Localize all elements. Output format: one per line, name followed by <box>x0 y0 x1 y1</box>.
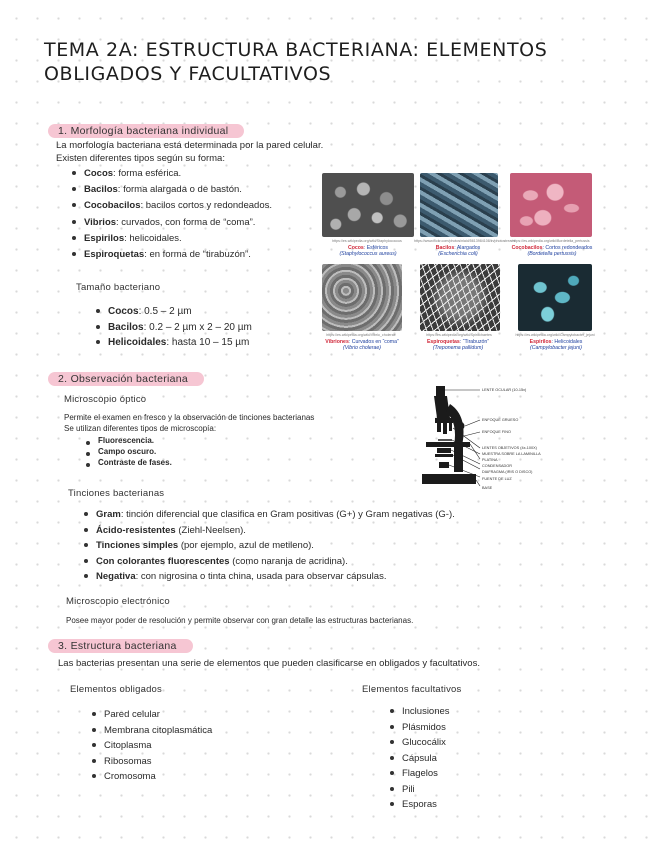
optical-line-2: Se utilizan diferentes tipos de microscopía: <box>64 423 217 433</box>
microscope-label: CONDENSADOR <box>482 464 512 468</box>
espirilos-micrograph <box>518 264 592 331</box>
microscopy-item: Campo oscuro. <box>98 447 298 458</box>
optional-item: Esporas <box>402 797 602 813</box>
stain-item: Con colorantes fluorescentes (como naranja de acridina). <box>96 554 576 570</box>
stain-item: Negativa: con nigrosina o tinta china, usada para observar cápsulas. <box>96 569 576 585</box>
optional-heading: Elementos facultativos <box>362 684 462 695</box>
obligatory-item: Membrana citoplasmática <box>104 723 304 739</box>
image-url: https://es.wikipedia.org/wiki/Campylobacter_jejuni <box>515 333 595 337</box>
page-title: TEMA 2A: ESTRUCTURA BACTERIANA: ELEMENTOS OBLIGADOS Y FACULTATIVOS <box>44 39 548 85</box>
optional-item: Pili <box>402 782 602 798</box>
obligatory-item: Cromosoma <box>104 769 304 785</box>
image-caption: Espirilos: Helicoidales (Campylobacter jejuni) <box>529 339 583 352</box>
optional-item: Glucocálix <box>402 735 602 751</box>
image-caption: Espiroquetas: “Tirabuzón” (Treponema pallidum) <box>426 339 490 352</box>
optional-list <box>384 704 602 813</box>
cocobacilos-micrograph <box>510 173 592 237</box>
size-item: Bacilos: 0.2 – 2 µm x 2 – 20 µm <box>108 320 328 336</box>
microscope-label: ENFOQUE GRUESO <box>482 418 519 422</box>
optional-item: Plásmidos <box>402 720 602 736</box>
obligatory-item: Citoplasma <box>104 738 304 754</box>
section-1-heading: 1. Morfología bacteriana individual <box>48 121 244 139</box>
stains-list <box>78 507 576 585</box>
section-3-intro: Las bacterias presentan una serie de elementos que pueden clasificarse en obligados y facultativos. <box>58 658 480 669</box>
microscope-label: PLATINA <box>482 458 498 462</box>
microscope-label: ENFOQUE FINO <box>482 430 511 434</box>
shape-list <box>66 166 344 263</box>
intro-line-1: La morfología bacteriana está determinada por la pared celular. <box>56 140 324 151</box>
optional-item: Cápsula <box>402 751 602 767</box>
image-caption: Cocobacilos: Cortos redondeados (Bordetella pertussis) <box>511 245 593 258</box>
bacilos-micrograph <box>420 173 498 237</box>
microscope-diagram <box>410 382 533 497</box>
obligatory-item: Ribosomas <box>104 754 304 770</box>
image-caption: Bacilos: Alargados (Escherichia coli) <box>435 245 481 258</box>
image-caption: Vibriones: Curvados en “coma” (Vibrio cholerae) <box>325 339 399 352</box>
optical-line-1: Permite el examen en fresco y la observación de tinciones bacterianas <box>64 413 315 422</box>
cocos-micrograph <box>322 173 414 237</box>
optional-item: Flagelos <box>402 766 602 782</box>
section-1-intro <box>56 139 376 165</box>
size-list <box>90 304 328 351</box>
image-url: https://www.flickr.com/photos/niaid/5613984108/in/photostream <box>414 239 515 243</box>
shape-item: Bacilos: forma alargada o de bastón. <box>84 182 344 198</box>
vibriones-micrograph <box>322 264 402 331</box>
section-2-heading: 2. Observación bacteriana <box>48 369 204 387</box>
microscope-label: FUENTE DE LUZ <box>482 477 512 481</box>
microscope-label: LENTES OBJETIVOS (4x-100X) <box>482 446 537 450</box>
obligatory-item: Pared celular <box>104 707 304 723</box>
optional-item: Inclusiones <box>402 704 602 720</box>
obligatory-list <box>86 707 304 785</box>
shape-item: Espiroquetas: en forma de “tirabuzón”. <box>84 247 344 263</box>
electron-heading: Microscopio electrónico <box>66 596 170 607</box>
stain-item: Tinciones simples (por ejemplo, azul de metileno). <box>96 538 576 554</box>
section-3-heading: 3. Estructura bacteriana <box>48 636 193 654</box>
size-item: Helicoidales: hasta 10 – 15 µm <box>108 335 328 351</box>
shape-item: Cocobacilos: bacilos cortos y redondeados. <box>84 198 344 214</box>
size-heading: Tamaño bacteriano <box>76 282 161 293</box>
obligatory-heading: Elementos obligados <box>70 684 162 695</box>
image-url: https://es.wikipedia.org/wiki/Spirochaetes <box>426 333 492 337</box>
stain-item: Ácido-resistentes (Ziehl-Neelsen). <box>96 523 576 539</box>
size-item: Cocos: 0.5 – 2 µm <box>108 304 328 320</box>
stain-item: Gram: tinción diferencial que clasifica en Gram positivas (G+) y Gram negativas (G-). <box>96 507 576 523</box>
image-caption: Cocos: Esféricos (Staphylococcus aureus) <box>339 245 397 258</box>
optical-heading: Microscopio óptico <box>64 394 147 405</box>
microscope-label: LENTE OCULAR (10-15x) <box>482 388 527 392</box>
shape-item: Vibrios: curvados, con forma de “coma”. <box>84 215 344 231</box>
electron-text: Posee mayor poder de resolución y permite observar con gran detalle las estructuras bacterianas. <box>66 616 414 625</box>
optical-text <box>64 413 394 434</box>
shape-item: Cocos: forma esférica. <box>84 166 344 182</box>
stains-heading: Tinciones bacterianas <box>68 488 165 499</box>
intro-line-2: Existen diferentes tipos según su forma: <box>56 153 225 164</box>
microscopy-list <box>80 436 298 468</box>
microscope-label: BASE <box>482 486 493 490</box>
espiroquetas-micrograph <box>420 264 500 331</box>
shape-item: Espirilos: helicoidales. <box>84 231 344 247</box>
image-url: https://es.wikipedia.org/wiki/Bordetella_pertussis <box>512 239 590 243</box>
image-url: https://es.wikipedia.org/wiki/Vibrio_cholerae <box>326 333 396 337</box>
microscope-label: MUESTRA SOBRE LA LAMINILLA <box>482 452 541 456</box>
microscope-label: DIAFRAGMA (IRIS O DISCO) <box>482 470 533 474</box>
image-url: https://es.wikipedia.org/wiki/Staphylococcus <box>332 239 402 243</box>
microscopy-item: Contraste de fases. <box>98 458 298 469</box>
microscopy-item: Fluorescencia. <box>98 436 298 447</box>
